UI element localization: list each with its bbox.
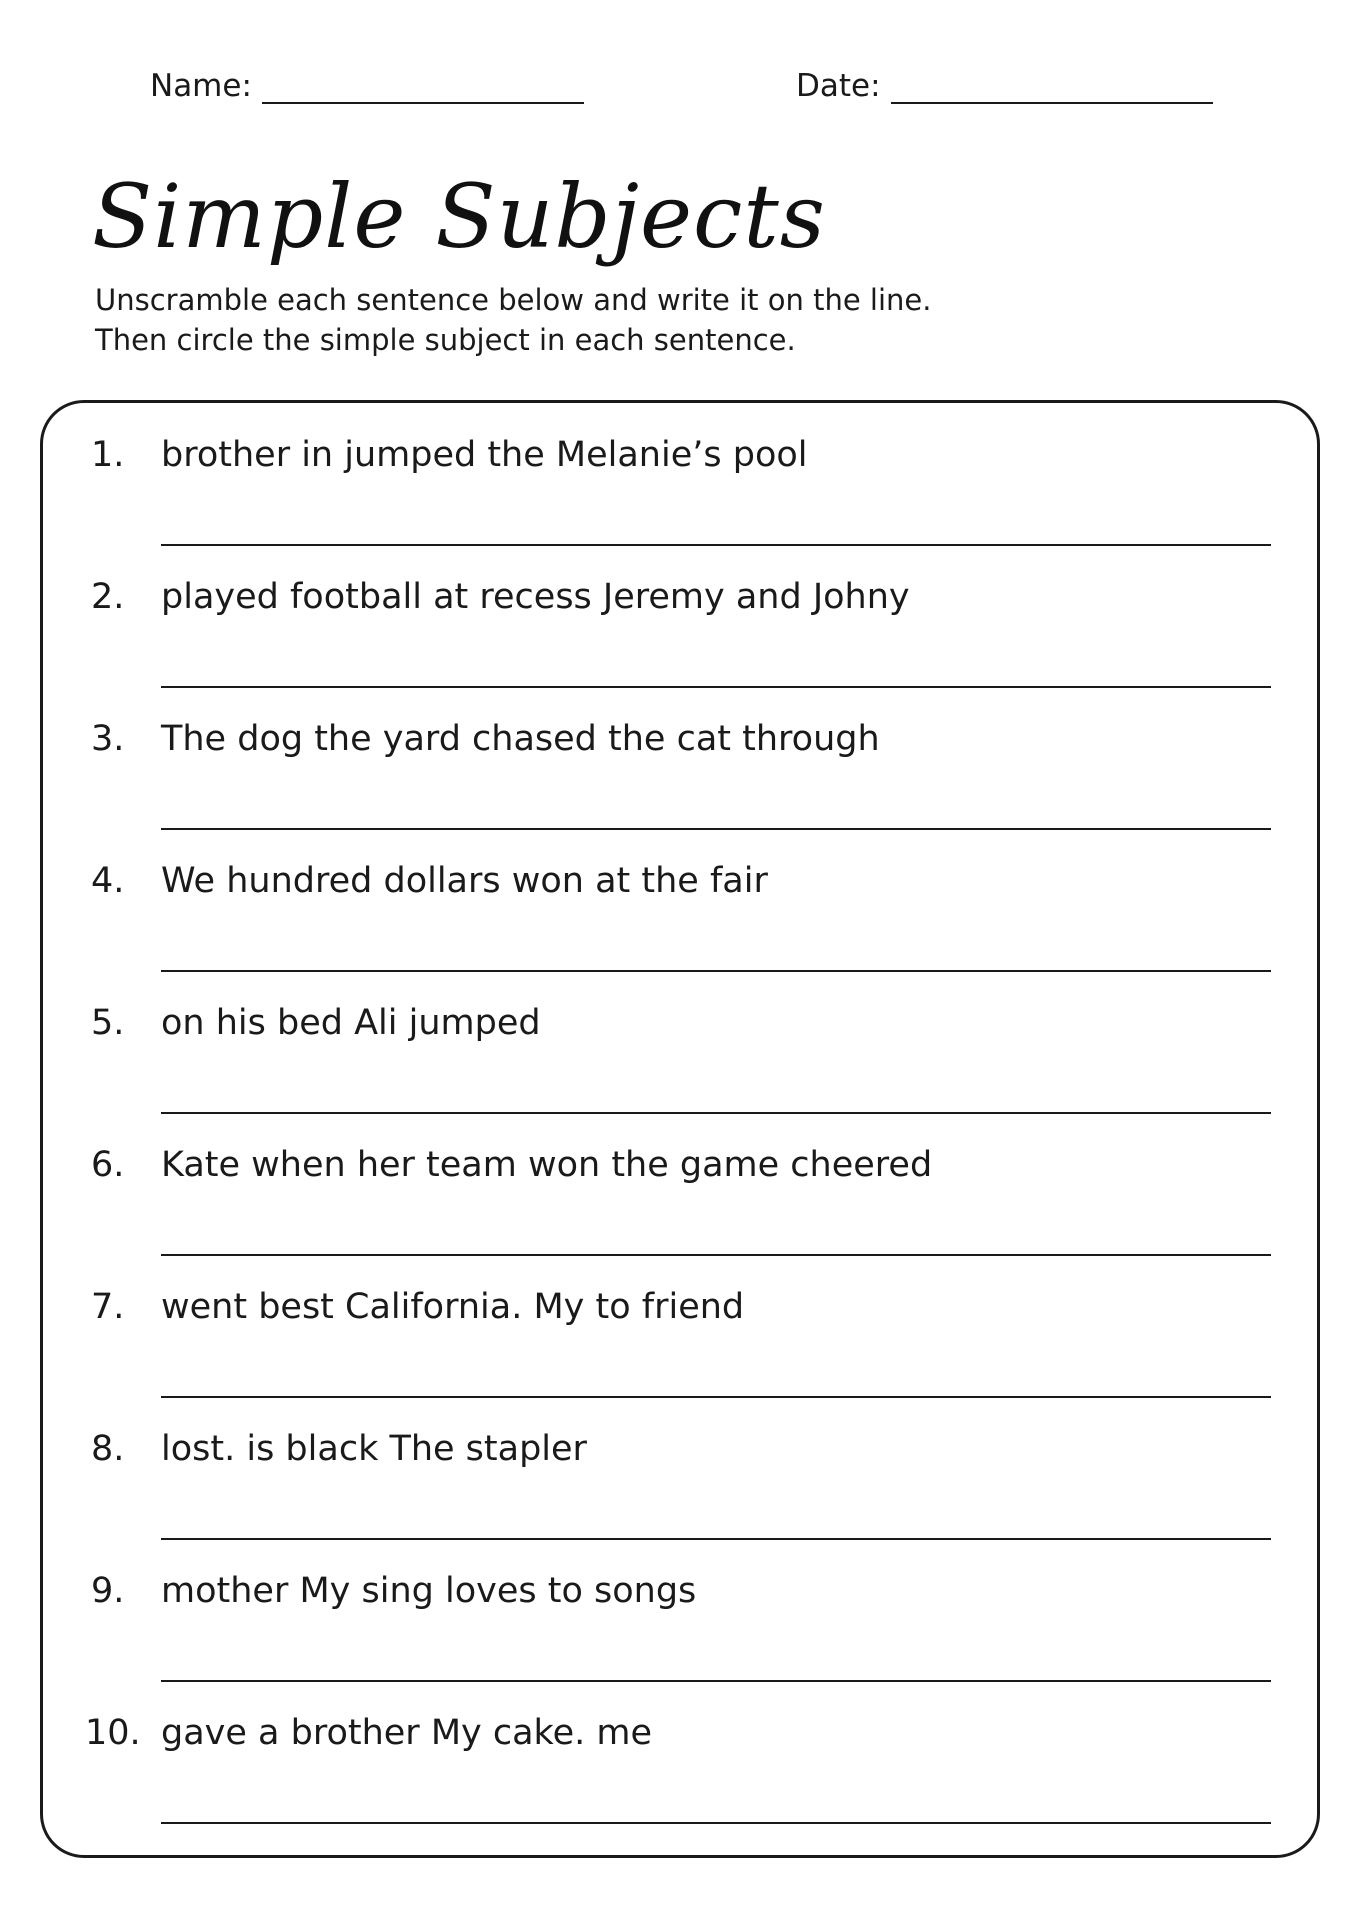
question-text: mother My sing loves to songs: [161, 1571, 697, 1611]
question-item: [43, 1255, 1317, 1397]
question-number: 10.: [85, 1713, 141, 1753]
question-item: [43, 545, 1317, 687]
question-number: 1.: [91, 435, 125, 475]
date-label: Date:: [796, 68, 881, 104]
question-item: [43, 1113, 1317, 1255]
worksheet-title: Simple Subjects: [92, 165, 826, 268]
question-number: 7.: [91, 1287, 125, 1327]
question-number: 8.: [91, 1429, 125, 1469]
question-number: 3.: [91, 719, 125, 759]
question-number: 6.: [91, 1145, 125, 1185]
question-item: [43, 403, 1317, 545]
question-number: 4.: [91, 861, 125, 901]
date-field: [796, 66, 1213, 106]
question-item: [43, 1397, 1317, 1539]
date-blank-line[interactable]: [891, 102, 1213, 104]
question-item: [43, 971, 1317, 1113]
questions-box: [40, 400, 1320, 1858]
instructions: [95, 280, 931, 360]
question-text: Kate when her team won the game cheered: [161, 1145, 933, 1185]
question-text: lost. is black The stapler: [161, 1429, 587, 1469]
header-row: [0, 66, 1358, 116]
question-text: We hundred dollars won at the fair: [161, 861, 768, 901]
question-item: [43, 1681, 1317, 1823]
question-text: brother in jumped the Melanie’s pool: [161, 435, 808, 475]
question-item: [43, 1539, 1317, 1681]
question-text: played football at recess Jeremy and Johny: [161, 577, 910, 617]
instruction-line: Then circle the simple subject in each sentence.: [95, 323, 796, 357]
question-text: The dog the yard chased the cat through: [161, 719, 880, 759]
question-item: [43, 829, 1317, 971]
name-label: Name:: [150, 68, 252, 104]
question-text: gave a brother My cake. me: [161, 1713, 652, 1753]
name-field: [150, 66, 584, 106]
question-number: 5.: [91, 1003, 125, 1043]
answer-line[interactable]: [161, 1822, 1271, 1824]
question-text: on his bed Ali jumped: [161, 1003, 541, 1043]
name-blank-line[interactable]: [262, 102, 584, 104]
question-text: went best California. My to friend: [161, 1287, 745, 1327]
instruction-line: Unscramble each sentence below and write it on the line.: [95, 283, 932, 317]
question-number: 2.: [91, 577, 125, 617]
question-item: [43, 687, 1317, 829]
question-number: 9.: [91, 1571, 125, 1611]
